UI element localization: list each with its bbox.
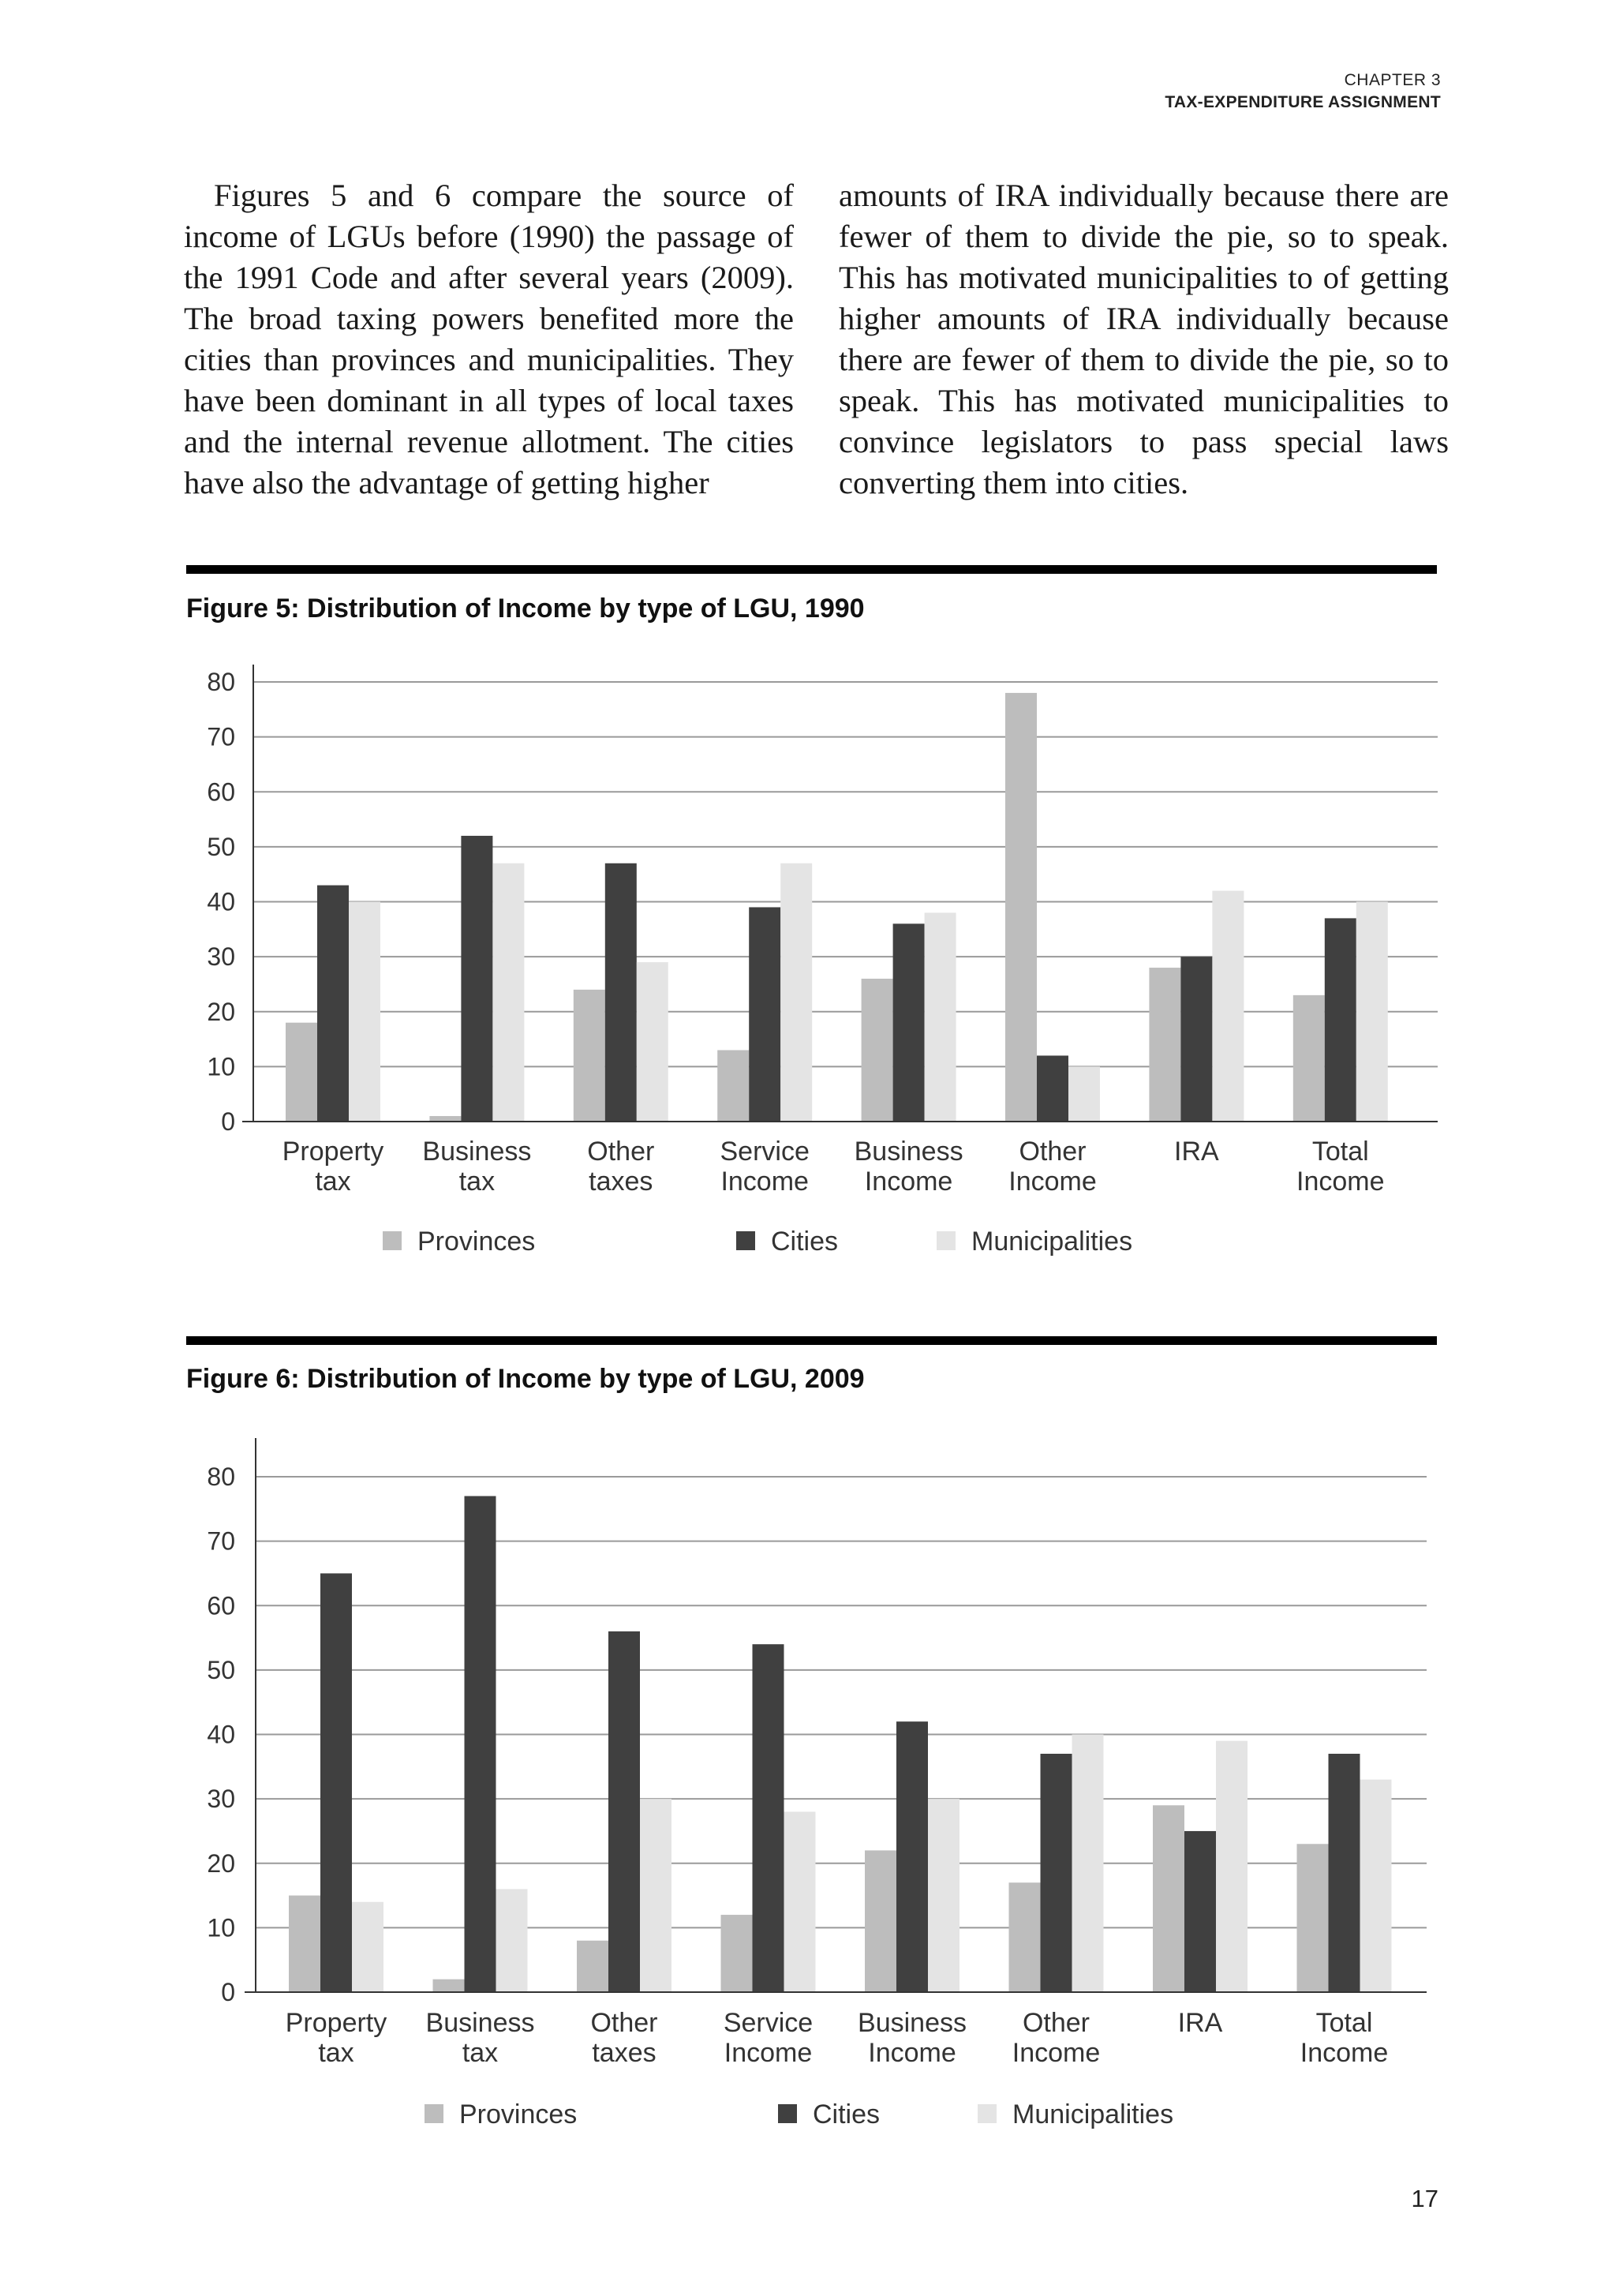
bar-cities	[605, 863, 637, 1122]
figure-6-rule	[186, 1336, 1437, 1345]
x-category-label-line: Income	[864, 1167, 953, 1197]
x-category-label	[858, 2008, 967, 2068]
chapter-label: CHAPTER 3	[1344, 71, 1441, 89]
x-category-label-line: tax	[315, 1167, 351, 1197]
bar-municipalities	[1212, 891, 1244, 1122]
legend-swatch-cities	[778, 2104, 797, 2123]
bar-municipalities	[784, 1811, 816, 1992]
bar-provinces	[577, 1941, 608, 1992]
legend-swatch-provinces	[425, 2104, 443, 2123]
body-text-left-column: Figures 5 and 6 compare the source of income of LGUs before (1990) the passage of the 1991 Code and after several years (2009). The broad taxing powers benefited more the cities than provinces and municipalities. They have been dominant in all types of local taxes and the internal revenue allotment. The cities have also the advantage of getting higher	[184, 178, 794, 500]
x-category-label-line: Business	[425, 2008, 535, 2038]
x-category-label	[724, 2008, 813, 2068]
legend-label-provinces: Provinces	[417, 1227, 536, 1257]
x-category-label	[1008, 1137, 1097, 1197]
y-tick-label: 30	[207, 942, 235, 972]
running-head	[1165, 69, 1441, 114]
bar-provinces	[286, 1023, 317, 1122]
legend-label-municipalities: Municipalities	[1012, 2099, 1174, 2129]
bar-provinces	[1009, 1882, 1041, 1992]
x-category-label-line: IRA	[1174, 1137, 1219, 1167]
x-category-label	[590, 2008, 657, 2068]
y-tick-label: 70	[207, 722, 235, 751]
bar-provinces	[429, 1116, 461, 1122]
legend-label-provinces: Provinces	[459, 2099, 578, 2129]
bar-provinces	[1149, 968, 1180, 1122]
bar-cities	[1041, 1754, 1072, 1992]
bar-provinces	[1293, 995, 1325, 1122]
y-tick-label: 0	[221, 1107, 235, 1136]
legend-swatch-municipalities	[937, 1231, 956, 1250]
y-tick-label: 10	[207, 1052, 235, 1081]
bar-municipalities	[349, 902, 380, 1122]
bar-cities	[608, 1631, 640, 1992]
bar-cities	[749, 907, 780, 1122]
y-tick-label: 40	[207, 887, 235, 916]
x-category-label-line: IRA	[1177, 2008, 1223, 2038]
x-category-label-line: Property	[282, 1137, 384, 1167]
x-category-label-line: Business	[422, 1137, 532, 1167]
x-category-label-line: tax	[462, 2038, 499, 2068]
bar-municipalities	[1360, 1780, 1392, 1992]
x-category-label	[587, 1137, 654, 1197]
x-category-label-line: Income	[724, 2038, 813, 2068]
bar-cities	[1037, 1055, 1068, 1122]
bar-cities	[320, 1573, 352, 1992]
x-category-label-line: Income	[720, 1167, 809, 1197]
x-category-label	[855, 1137, 963, 1197]
x-category-label	[282, 1137, 384, 1197]
body-text-right-column: amounts of IRA individually because there are fewer of them to divide the pie, so to speak. This has motivated municipalities to of getting higher amounts of IRA individually because there are fewer of them to divide the pie, so to speak. This has motivated municipalities to convince legislators to pass special laws converting them into cities.	[839, 178, 1449, 500]
bar-municipalities	[1356, 902, 1388, 1122]
legend-swatch-cities	[736, 1231, 755, 1250]
legend-label-cities: Cities	[813, 2099, 881, 2129]
x-category-label-line: taxes	[592, 2038, 656, 2068]
x-category-label-line: Total	[1311, 1137, 1369, 1167]
x-category-label-line: Income	[1296, 1167, 1385, 1197]
x-category-label-line: Income	[1012, 2038, 1101, 2068]
bar-provinces	[862, 979, 893, 1122]
x-category-label-line: Property	[285, 2008, 387, 2038]
x-category-label-line: Other	[590, 2008, 658, 2038]
bar-provinces	[865, 1850, 896, 1992]
bar-municipalities	[925, 912, 956, 1122]
bar-municipalities	[640, 1799, 671, 1992]
x-category-label	[1012, 2008, 1101, 2068]
bar-cities	[1184, 1831, 1216, 1992]
legend-label-municipalities: Municipalities	[971, 1227, 1133, 1257]
legend-swatch-municipalities	[978, 2104, 997, 2123]
legend-label-cities: Cities	[771, 1227, 839, 1257]
x-category-label-line: Income	[868, 2038, 956, 2068]
bar-municipalities	[1216, 1741, 1248, 1992]
x-category-label-line: Other	[1022, 2008, 1090, 2038]
x-category-label	[1300, 2008, 1389, 2068]
bar-cities	[461, 836, 492, 1122]
y-tick-label: 80	[207, 1463, 235, 1491]
x-category-label	[286, 2008, 387, 2068]
y-tick-label: 40	[207, 1720, 235, 1749]
bar-cities	[1325, 918, 1356, 1122]
x-category-label	[720, 1137, 810, 1197]
x-category-label	[1296, 1137, 1385, 1197]
figure-5-rule	[186, 565, 1437, 574]
bar-provinces	[1005, 693, 1037, 1122]
x-category-label-line: tax	[318, 2038, 354, 2068]
bar-cities	[465, 1496, 496, 1992]
y-tick-label: 60	[207, 1591, 235, 1620]
y-tick-label: 20	[207, 1848, 235, 1878]
figure-6-title: Figure 6: Distribution of Income by type of LGU, 2009	[186, 1364, 865, 1394]
x-category-label-line: Service	[720, 1137, 810, 1167]
x-category-label-line: Other	[1019, 1137, 1087, 1167]
x-category-label-line: tax	[458, 1167, 496, 1197]
bar-municipalities	[496, 1889, 528, 1992]
bar-provinces	[1297, 1844, 1329, 1992]
x-category-label-line: Service	[723, 2008, 814, 2038]
bar-cities	[317, 886, 349, 1122]
bar-provinces	[717, 1050, 749, 1122]
x-category-label-line: Business	[858, 2008, 967, 2038]
legend-swatch-provinces	[383, 1231, 402, 1250]
bar-municipalities	[780, 863, 812, 1122]
y-tick-label: 10	[207, 1913, 235, 1942]
bar-cities	[1180, 957, 1212, 1122]
x-category-label-line: Income	[1008, 1167, 1097, 1197]
bar-municipalities	[1072, 1735, 1104, 1993]
y-tick-label: 50	[207, 832, 235, 861]
bar-municipalities	[928, 1799, 960, 1992]
bar-provinces	[721, 1915, 753, 1992]
bar-provinces	[574, 990, 605, 1122]
x-category-label-line: Business	[854, 1137, 963, 1167]
y-tick-label: 30	[207, 1785, 235, 1814]
page-number: 17	[1411, 2185, 1438, 2212]
bar-provinces	[1153, 1805, 1184, 1992]
figure-6-chart	[0, 1429, 1616, 2131]
bar-municipalities	[637, 962, 668, 1122]
y-tick-label: 20	[207, 997, 235, 1026]
section-label: TAX-EXPENDITURE ASSIGNMENT	[1165, 93, 1441, 111]
figure-5-title: Figure 5: Distribution of Income by type of LGU, 1990	[186, 594, 865, 624]
y-tick-label: 0	[221, 1978, 235, 2006]
figure-5-chart	[0, 655, 1616, 1279]
y-tick-label: 70	[207, 1526, 235, 1556]
bar-cities	[753, 1644, 784, 1992]
x-category-label	[422, 1137, 531, 1197]
x-category-label-line: Other	[587, 1137, 655, 1167]
bar-cities	[896, 1721, 928, 1992]
bar-provinces	[433, 1980, 465, 1992]
bar-municipalities	[352, 1902, 383, 1992]
x-category-label-line: taxes	[589, 1167, 653, 1197]
bar-cities	[893, 923, 925, 1122]
y-tick-label: 60	[207, 777, 235, 807]
y-tick-label: 50	[207, 1655, 235, 1684]
y-tick-label: 80	[207, 668, 235, 696]
x-category-label-line: Income	[1300, 2038, 1389, 2068]
bar-cities	[1329, 1754, 1360, 1992]
bar-municipalities	[492, 863, 524, 1122]
x-category-label	[1174, 1137, 1219, 1167]
bar-provinces	[289, 1896, 320, 1992]
x-category-label	[1178, 2008, 1223, 2038]
x-category-label	[426, 2008, 535, 2068]
x-category-label-line: Total	[1315, 2008, 1373, 2038]
bar-municipalities	[1068, 1066, 1100, 1122]
